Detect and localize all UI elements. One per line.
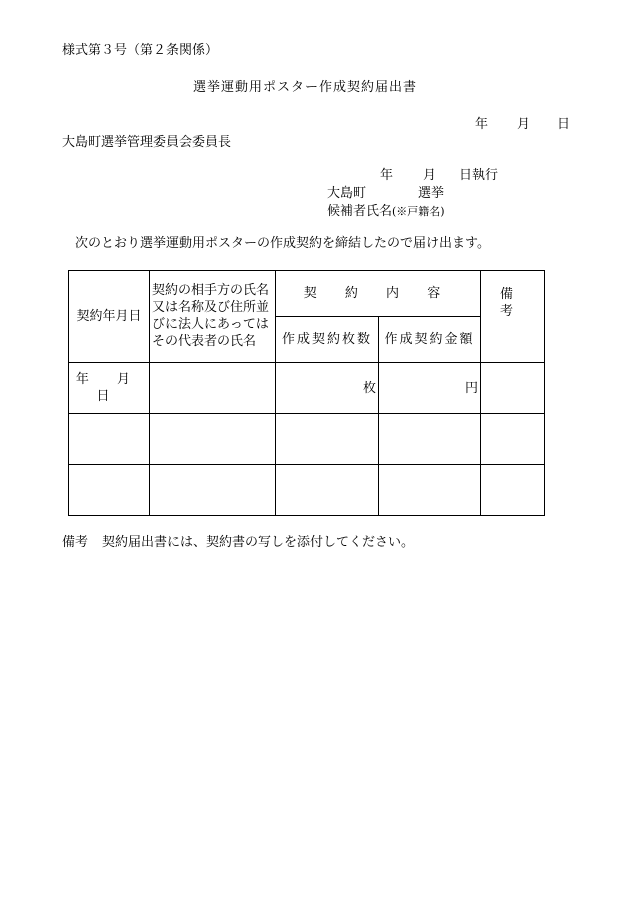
submit-day: 日 <box>557 117 571 132</box>
footer-text: 契約届出書には、契約書の写しを添付してください。 <box>102 535 415 550</box>
table-row <box>69 465 545 516</box>
election-name: 選挙 <box>418 186 445 201</box>
candidate-label <box>327 204 445 220</box>
party-line-3: びに法人にあっては <box>152 317 269 332</box>
party-line-4: その代表者の氏名 <box>152 334 257 349</box>
table-header-row-1 <box>69 271 545 317</box>
row-party-cell <box>150 363 276 414</box>
row-count-cell <box>276 414 379 465</box>
footer-note <box>62 535 414 551</box>
submit-year: 年 <box>475 117 489 132</box>
row-count-cell: 枚 <box>276 363 379 414</box>
row-remarks-cell <box>481 363 545 414</box>
row-date-cell <box>69 465 150 516</box>
submit-month: 月 <box>517 117 531 132</box>
addressee: 大島町選挙管理委員会委員長 <box>62 135 232 150</box>
row-remarks-cell <box>481 465 545 516</box>
row-party-cell <box>150 465 276 516</box>
row-remarks-cell <box>481 414 545 465</box>
row-date-cell: 年 月 日 <box>69 363 150 414</box>
form-number: 様式第３号（第２条関係） <box>62 43 219 58</box>
party-line-2: 又は名称及び住所並 <box>152 300 270 315</box>
footer-label: 備考 <box>62 535 89 550</box>
town-name: 大島町 <box>327 186 367 201</box>
election-month: 月 <box>423 168 437 183</box>
row-amount-cell <box>379 414 481 465</box>
candidate-name-label: 候補者氏名 <box>327 204 393 219</box>
document-title: 選挙運動用ポスター作成契約届出書 <box>193 80 418 95</box>
table-row <box>69 363 545 414</box>
contract-table <box>68 270 545 516</box>
header-contract-content: 契 約 内 容 <box>276 271 481 317</box>
intro-text: 次のとおり選挙運動用ポスターの作成契約を締結したので届け出ます。 <box>75 236 490 251</box>
header-contract-party <box>150 271 276 363</box>
header-sheet-count: 作成契約枚数 <box>276 317 379 363</box>
row-party-cell <box>150 414 276 465</box>
row-date-cell <box>69 414 150 465</box>
header-contract-date: 契約年月日 <box>69 271 150 363</box>
row-count-cell <box>276 465 379 516</box>
header-contract-amount: 作成契約金額 <box>379 317 481 363</box>
party-line-1: 契約の相手方の氏名 <box>152 283 270 298</box>
row-amount-cell <box>379 465 481 516</box>
candidate-note: (※戸籍名) <box>392 205 445 218</box>
table-row <box>69 414 545 465</box>
election-year: 年 <box>380 168 394 183</box>
header-remarks: 備 考 <box>481 271 545 363</box>
row-amount-cell: 円 <box>379 363 481 414</box>
election-day-exec: 日執行 <box>459 168 499 183</box>
